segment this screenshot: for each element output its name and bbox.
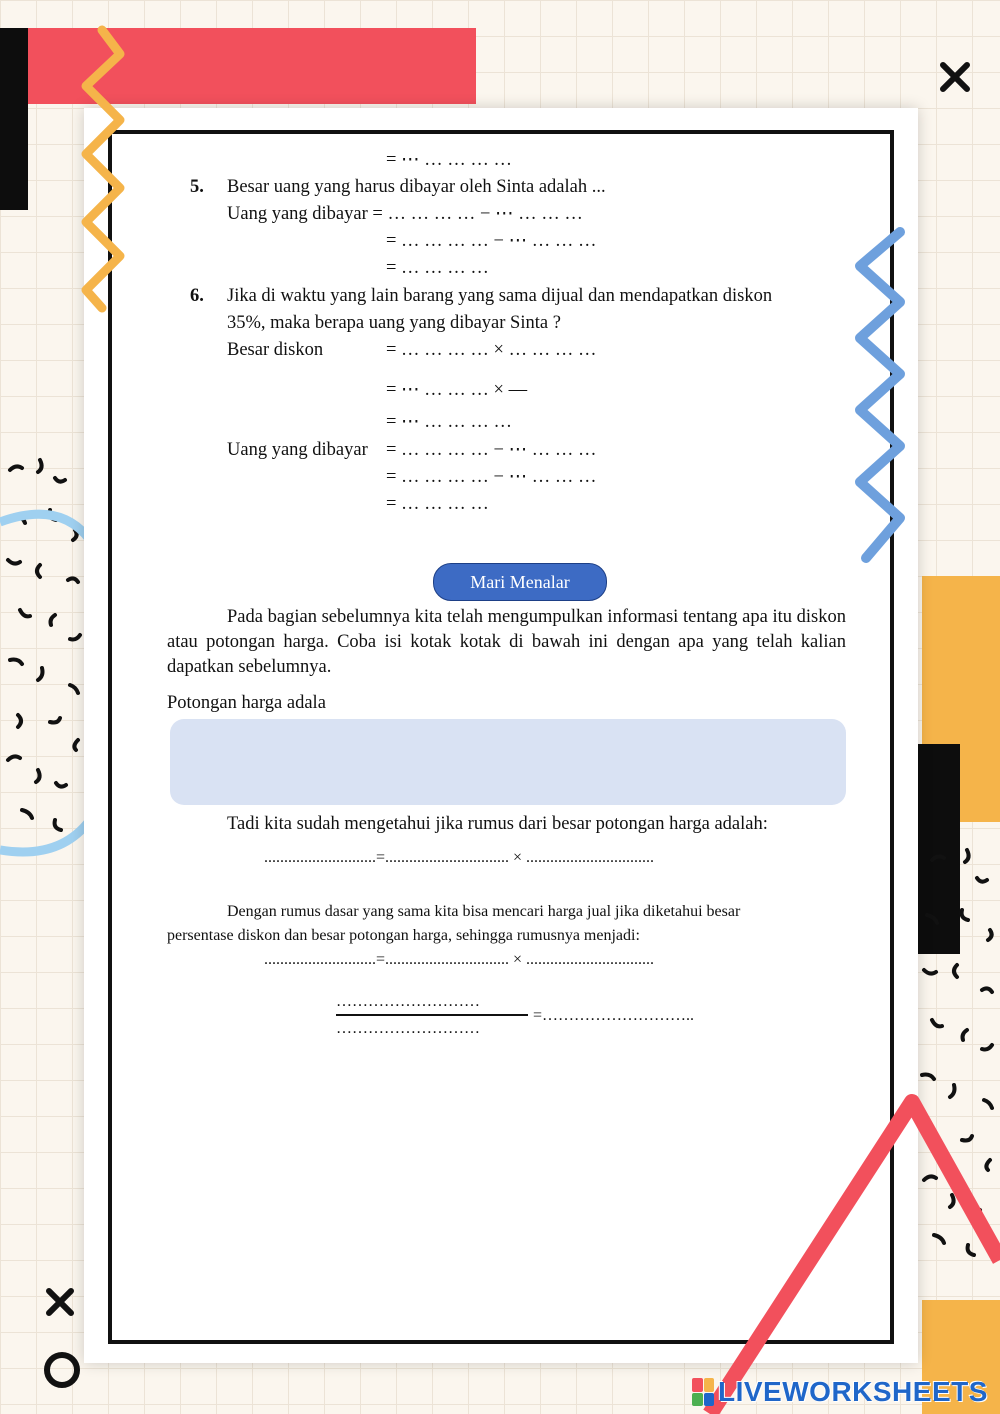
black-bar-decoration-left [0,28,28,210]
liveworksheets-brand[interactable]: LIVEWORKSHEETS [718,1376,988,1407]
liveworksheets-logo-icon [692,1378,714,1406]
continued-equation-line: = ⋯ … … … … [386,150,513,170]
potongan-harga-answer-box[interactable] [170,719,846,805]
close-x-icon-top [938,60,972,94]
potongan-harga-label: Potongan harga adala [167,693,326,713]
blue-zigzag-decoration [848,222,910,572]
uang-dibayar-line-1[interactable]: = … … … … − ⋯ … … … [386,440,597,460]
uang-dibayar-line-2[interactable]: = … … … … − ⋯ … … … [386,467,597,487]
question-5-text: Besar uang yang harus dibayar oleh Sinta adalah ... [227,177,606,197]
uang-dibayar-line-3[interactable]: = … … … … [386,494,489,514]
fraction-result[interactable]: =……………………….. [533,1007,695,1024]
fraction-bar [336,1014,528,1016]
mari-menalar-section-badge: Mari Menalar [433,563,607,601]
circle-icon-decoration [40,1348,84,1392]
red-triangle-decoration [700,1080,1000,1414]
dots-pattern-left [0,440,90,870]
question-6-number: 6. [190,286,204,306]
question-6-text-line-1: Jika di waktu yang lain barang yang sama dijual dan mendapatkan diskon [227,286,773,306]
question-6-text-line-2: 35%, maka berapa uang yang dibayar Sinta ? [227,313,561,333]
besar-diskon-line-2[interactable]: = ⋯ … … … × — [386,380,528,400]
besar-diskon-line-3[interactable]: = ⋯ … … … … [386,412,513,432]
intro-paragraph: Pada bagian sebelumnya kita telah mengumpulkan informasi tentang apa itu diskon atau potongan harga. Coba isi kotak kotak di bawah ini dengan apa yang telah kalian dapatkan sebelumnya. [167,607,846,677]
formula-1-blanks[interactable]: ............................=............................... × ................................ [264,849,655,866]
besar-diskon-label: Besar diskon [227,340,324,360]
formula-2-blanks[interactable]: ............................=............................... × ................................ [264,951,655,968]
besar-diskon-line-1[interactable]: = … … … … × … … … … [386,340,597,360]
question-5-number: 5. [190,177,204,197]
dasar-text-line-1: Dengan rumus dasar yang sama kita bisa mencari harga jual jika diketahui besar [227,903,741,920]
fraction-numerator[interactable]: ……………………… [336,993,480,1010]
question-5-line-3[interactable]: = … … … … [386,258,489,278]
question-5-line-1[interactable]: Uang yang dibayar = … … … … − ⋯ … … … [227,204,583,224]
dasar-text-line-2: persentase diskon dan besar potongan harga, sehingga rumusnya menjadi: [167,927,640,944]
question-5-line-2[interactable]: = … … … … − ⋯ … … … [386,231,597,251]
orange-zigzag-decoration [72,24,132,314]
rumus-intro-text: Tadi kita sudah mengetahui jika rumus dari besar potongan harga adalah: [227,814,768,834]
fraction-denominator[interactable]: ……………………… [336,1020,480,1037]
close-x-icon-bottom [44,1286,76,1318]
uang-dibayar-label: Uang yang dibayar [227,440,368,460]
